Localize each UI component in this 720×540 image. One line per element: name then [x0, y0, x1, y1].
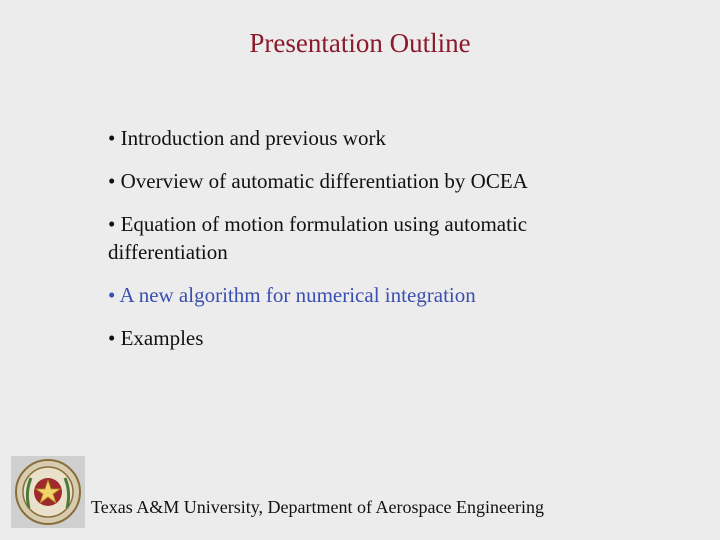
bullet-item: • Overview of automatic differentiation by OCEA — [108, 169, 528, 193]
bullet-item: • Examples — [108, 326, 204, 350]
slide-title: Presentation Outline — [249, 28, 471, 58]
university-seal-icon — [11, 456, 85, 528]
bullet-item: • Equation of motion formulation using automatic differentiation — [108, 212, 528, 264]
bullet-item: • Introduction and previous work — [108, 126, 386, 150]
footer-text: Texas A&M University, Department of Aerospace Engineering — [91, 497, 544, 517]
bullet-list — [108, 124, 608, 367]
bullet-item-highlighted: • A new algorithm for numerical integration — [108, 283, 476, 307]
